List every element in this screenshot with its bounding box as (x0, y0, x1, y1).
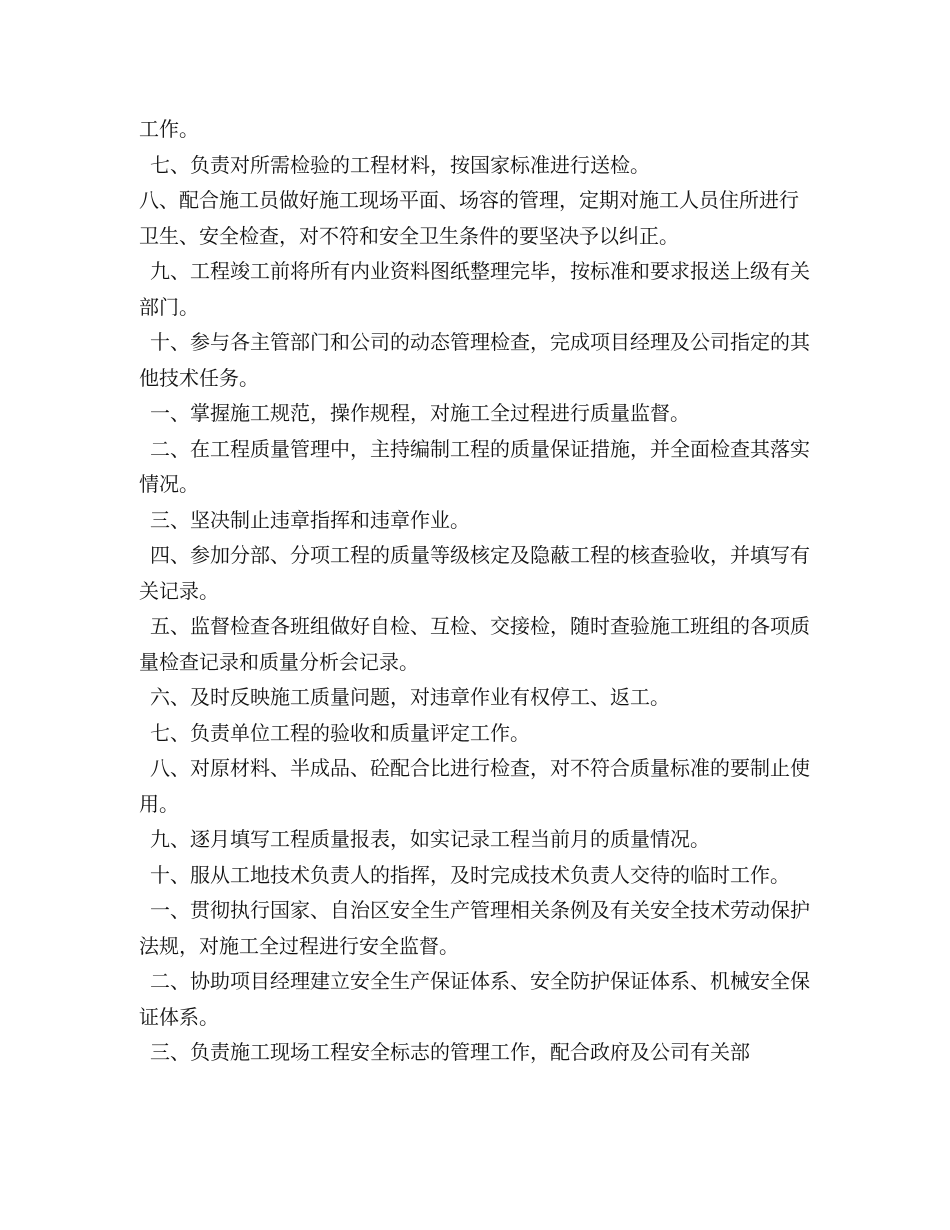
paragraph: 十、参与各主管部门和公司的动态管理检查，完成项目经理及公司指定的其他技术任务。 (139, 330, 810, 390)
paragraph: 六、及时反映施工质量问题，对违章作业有权停工、返工。 (150, 685, 670, 709)
paragraph: 二、在工程质量管理中，主持编制工程的质量保证措施，并全面检查其落实情况。 (139, 436, 810, 496)
paragraph: 二、协助项目经理建立安全生产保证体系、安全防护保证体系、机械安全保证体系。 (139, 969, 810, 1029)
paragraph: 八、配合施工员做好施工现场平面、场容的管理，定期对施工人员住所进行卫生、安全检查，对不符和安全卫生条件的要坚决予以纠正。 (139, 188, 799, 248)
paragraph: 七、负责单位工程的验收和质量评定工作。 (150, 720, 530, 745)
paragraph: 五、监督检查各班组做好自检、互检、交接检，随时查验施工班组的各项质量检查记录和质量分析会记录。 (139, 614, 810, 674)
paragraph: 十、服从工地技术负责人的指挥，及时完成技术负责人交待的临时工作。 (150, 862, 790, 887)
paragraph: 九、工程竣工前将所有内业资料图纸整理完毕，按标准和要求报送上级有关部门。 (139, 259, 810, 319)
paragraph: 三、负责施工现场工程安全标志的管理工作，配合政府及公司有关部 (150, 1040, 750, 1064)
paragraph: 八、对原材料、半成品、砼配合比进行检查，对不符合质量标准的要制止使用。 (139, 756, 810, 816)
document-body (139, 112, 814, 1071)
paragraph: 一、贯彻执行国家、自治区安全生产管理相关条例及有关安全技术劳动保护法规，对施工全过程进行安全监督。 (139, 898, 810, 958)
paragraph: 九、逐月填写工程质量报表，如实记录工程当前月的质量情况。 (150, 827, 710, 851)
paragraph: 四、参加分部、分项工程的质量等级核定及隐蔽工程的核查验收，并填写有关记录。 (139, 543, 810, 603)
paragraph: 七、负责对所需检验的工程材料，按国家标准进行送检。 (150, 152, 650, 177)
paragraph: 工作。 (139, 117, 199, 141)
paragraph: 一、掌握施工规范，操作规程，对施工全过程进行质量监督。 (150, 401, 690, 425)
paragraph: 三、坚决制止违章指挥和违章作业。 (150, 507, 470, 532)
